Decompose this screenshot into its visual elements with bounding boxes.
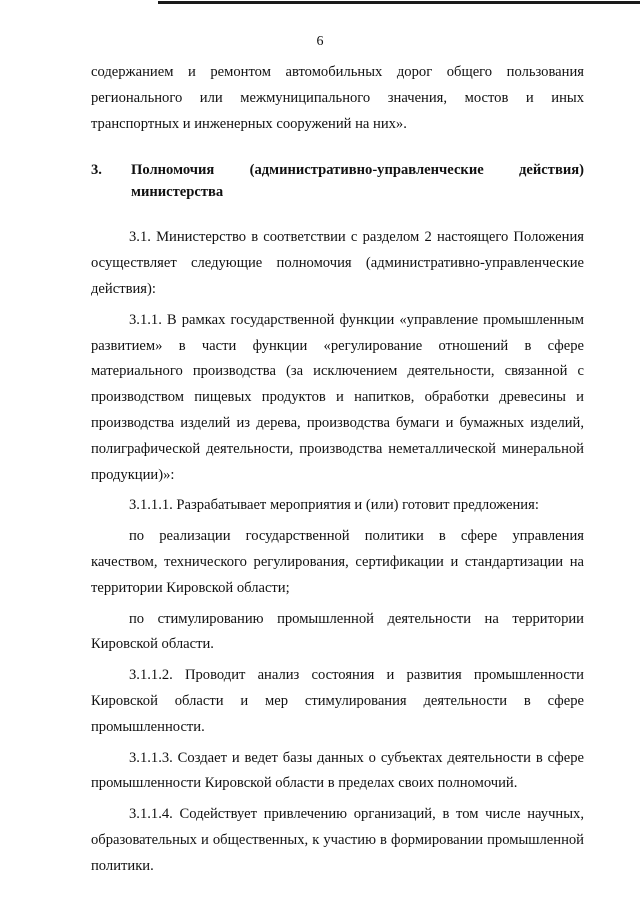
top-border-line: [158, 1, 640, 4]
page-number: 6: [316, 34, 324, 49]
paragraph-3-1-1: 3.1.1. В рамках государственной функции «управление промышленным развитием» в части функции «регулирование отношений в сфере материального производства (за исключением деятельности, связанной с производством пищевых продуктов и напитков, обработки древесины и производства изделий из дерева, производства бумаги и бумажных изделий, полиграфической деятельности, производства неметаллической минеральной продукции)»:: [91, 311, 584, 483]
section-heading: [91, 159, 584, 203]
section-number: 3.: [91, 162, 102, 179]
document-body: [91, 60, 584, 880]
section-title: Полномочия (административно-управленческие действия) министерства: [131, 162, 584, 201]
list-item-stimulation: по стимулированию промышленной деятельности на территории Кировской области.: [91, 610, 584, 653]
paragraph-3-1-1-3: 3.1.1.3. Создает и ведет базы данных о субъектах деятельности в сфере промышленности Кировской области в пределах своих полномочий.: [91, 749, 584, 792]
paragraph-3-1-1-1: 3.1.1.1. Разрабатывает мероприятия и (или) готовит предложения:: [129, 497, 539, 514]
paragraph-3-1: 3.1. Министерство в соответствии с разделом 2 настоящего Положения осуществляет следующие полномочия (административно-управленческие действия):: [91, 229, 584, 297]
intro-paragraph: содержанием и ремонтом автомобильных дорог общего пользования регионального или межмуниципального значения, мостов и иных транспортных и инженерных сооружений на них».: [91, 64, 584, 132]
list-item-quality: по реализации государственной политики в сфере управления качеством, технического регулирования, сертификации и стандартизации на территории Кировской области;: [91, 528, 584, 596]
paragraph-3-1-1-2: 3.1.1.2. Проводит анализ состояния и развития промышленности Кировской области и мер стимулирования деятельности в сфере промышленности.: [91, 667, 584, 735]
paragraph-3-1-1-4: 3.1.1.4. Содействует привлечению организаций, в том числе научных, образовательных и общественных, к участию в формировании промышленной политики.: [91, 806, 584, 874]
